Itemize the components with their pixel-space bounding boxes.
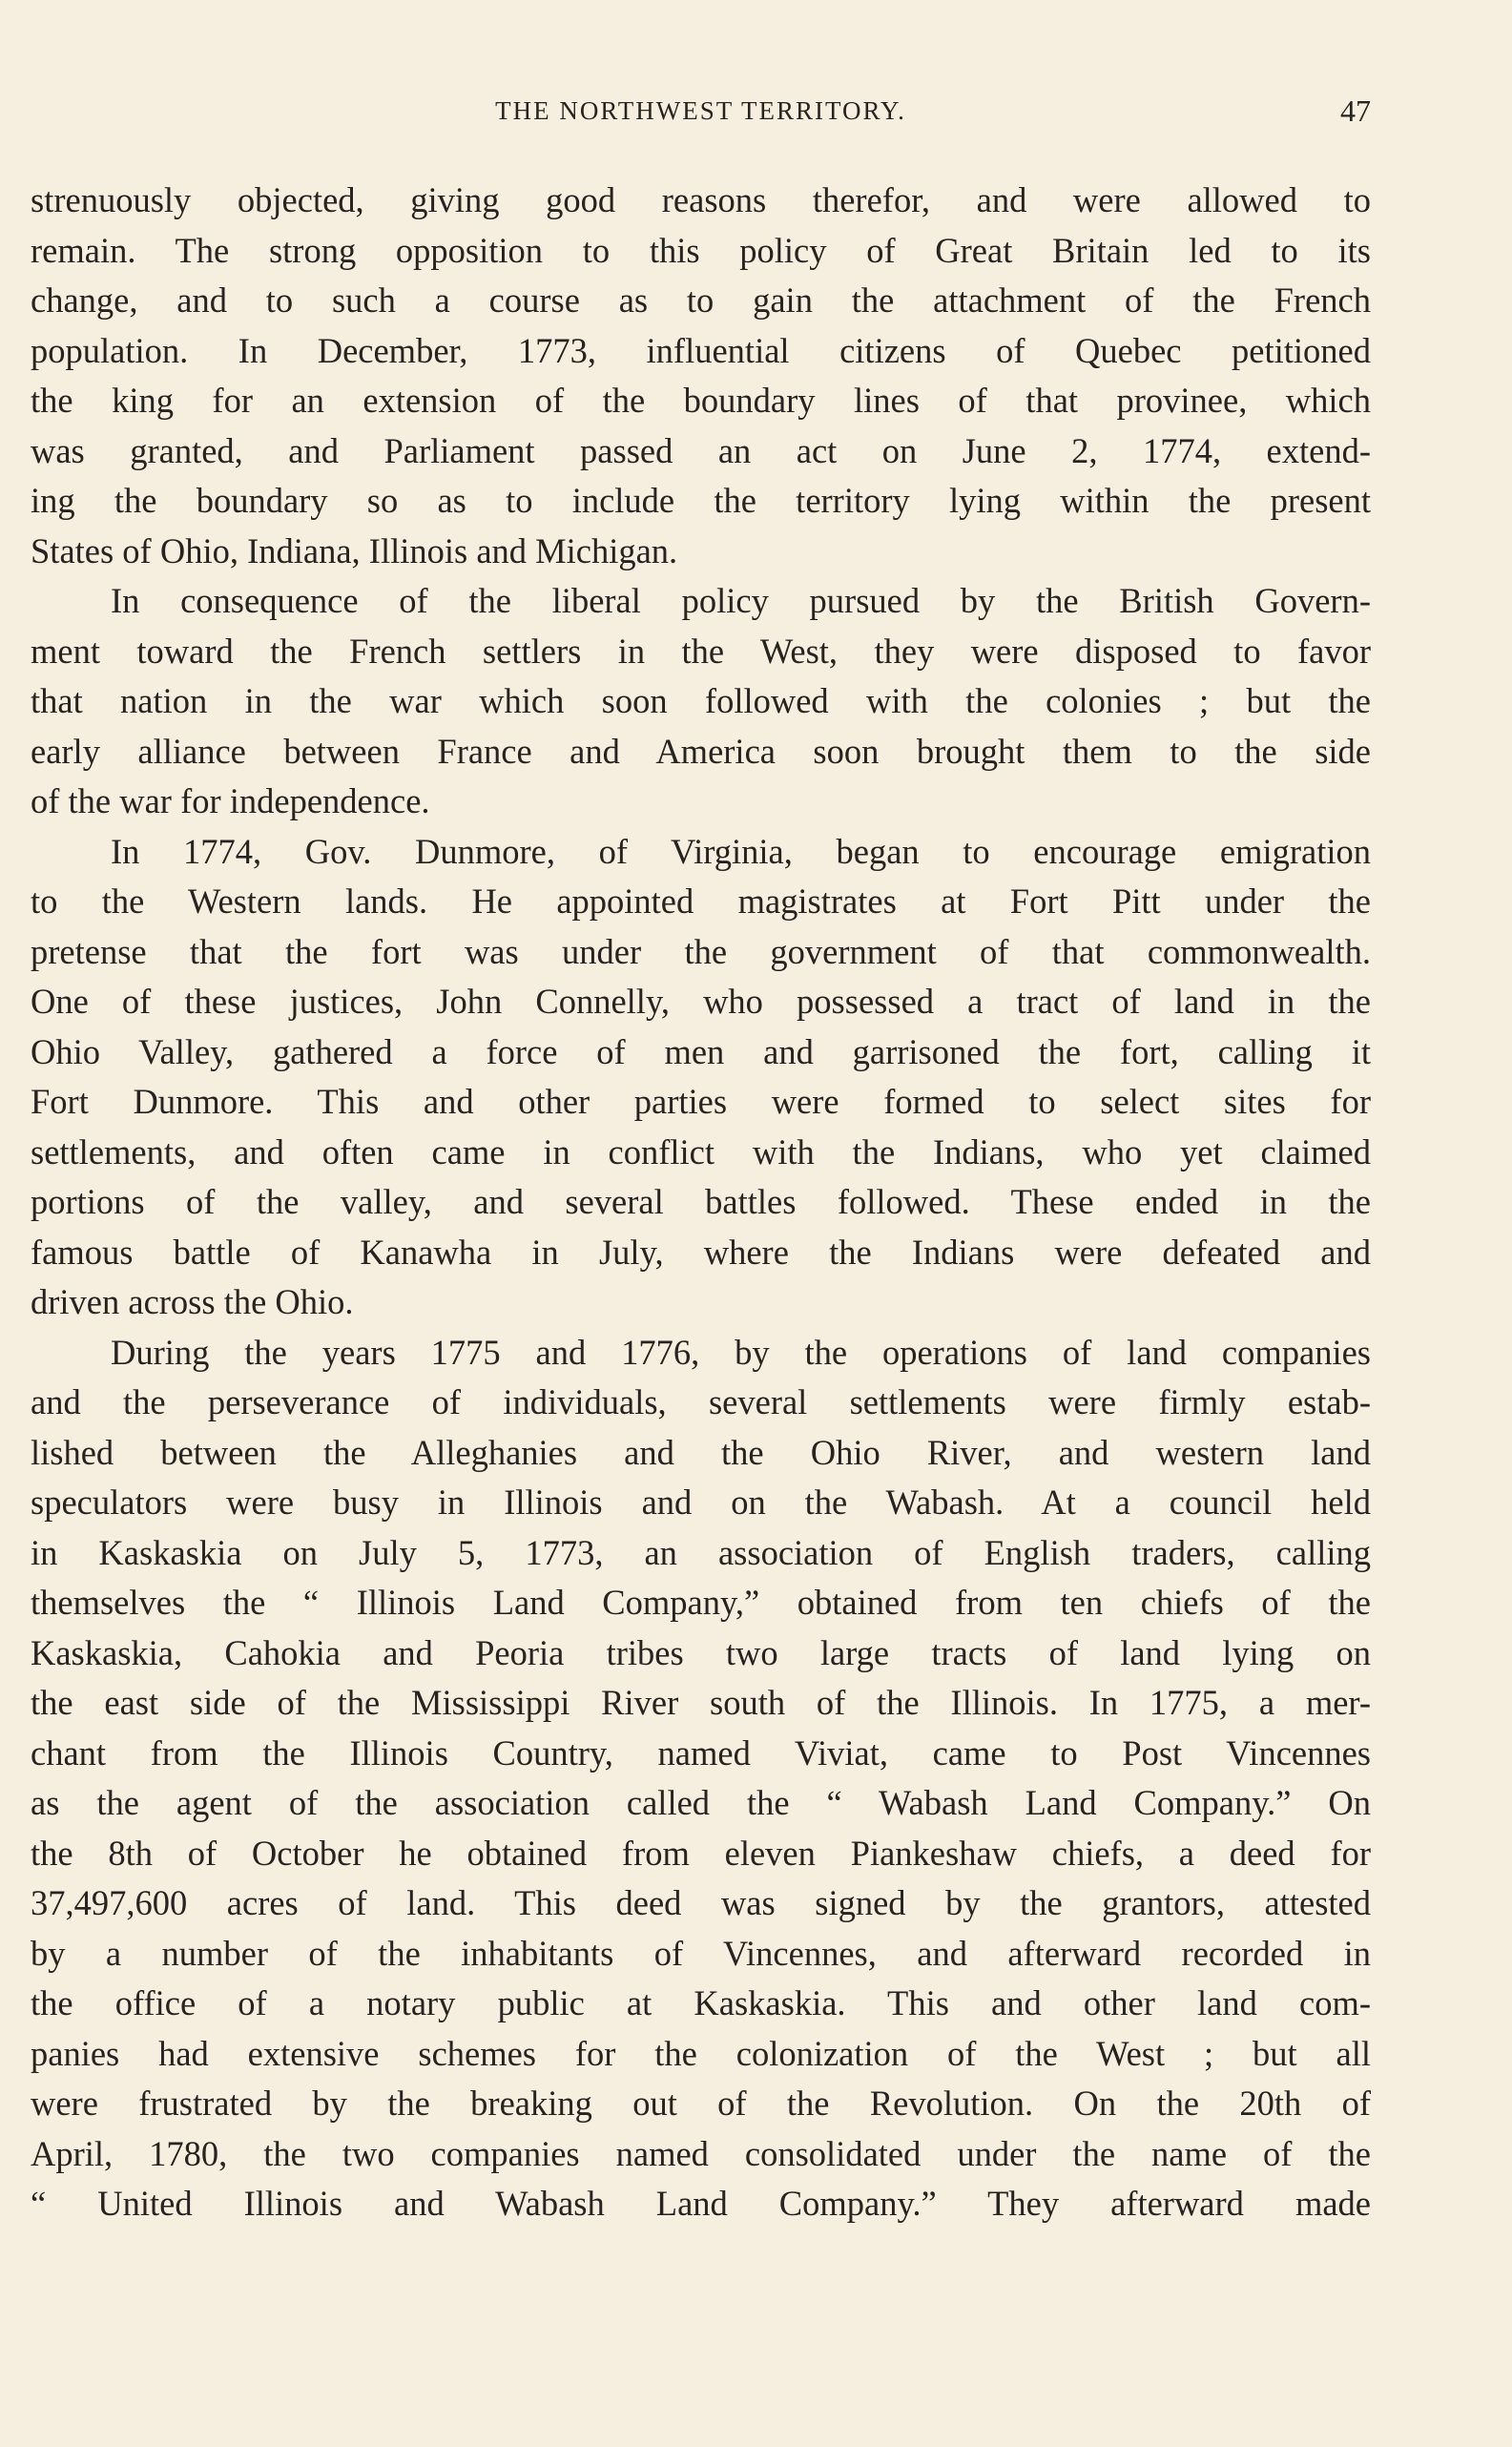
text-line: portions of the valley, and several battles followed. These ended in the <box>31 1182 1371 1221</box>
text-line: was granted, and Parliament passed an act on June 2, 1774, extend- <box>31 430 1371 470</box>
page-header <box>31 90 1371 132</box>
text-line: Ohio Valley, gathered a force of men and garrisoned the fort, calling it <box>31 1031 1371 1071</box>
text-line: settlements, and often came in conflict with the Indians, who yet claimed <box>31 1131 1371 1172</box>
text-line: the east side of the Mississippi River south of the Illinois. In 1775, a mer- <box>31 1683 1371 1722</box>
text-line: were frustrated by the breaking out of the Revolution. On the 20th of <box>31 2084 1371 2123</box>
text-line: themselves the “ Illinois Land Company,” obtained from ten chiefs of the <box>31 1583 1371 1622</box>
text-line: change, and to such a course as to gain the attachment of the French <box>31 280 1371 320</box>
text-line: pretense that the fort was under the government of that commonwealth. <box>31 931 1371 971</box>
text-line: population. In December, 1773, influential citizens of Quebec petitioned <box>31 330 1371 370</box>
text-line: panies had extensive schemes for the colonization of the West ; but all <box>31 2033 1371 2073</box>
text-line: the office of a notary public at Kaskaskia. This and other land com- <box>31 1983 1371 2022</box>
text-line: driven across the Ohio. <box>31 1282 354 1321</box>
text-line: During the years 1775 and 1776, by the operations of land companies <box>111 1332 1371 1372</box>
text-line: and the perseverance of individuals, several settlements were firmly estab- <box>31 1382 1371 1421</box>
text-line: lished between the Alleghanies and the Ohio River, and western land <box>31 1432 1371 1472</box>
text-line: 37,497,600 acres of land. This deed was signed by the grantors, attested <box>31 1883 1371 1922</box>
text-line: Fort Dunmore. This and other parties were formed to select sites for <box>31 1082 1371 1121</box>
text-line: to the Western lands. He appointed magistrates at Fort Pitt under the <box>31 881 1371 921</box>
text-line: chant from the Illinois Country, named Viviat, came to Post Vincennes <box>31 1732 1371 1773</box>
text-line: the 8th of October he obtained from eleven Piankeshaw chiefs, a deed for <box>31 1833 1371 1873</box>
running-title: THE NORTHWEST TERRITORY. <box>495 96 906 125</box>
text-line: by a number of the inhabitants of Vincennes, and afterward recorded in <box>31 1933 1371 1973</box>
text-line: ing the boundary so as to include the territory lying within the present <box>31 481 1371 520</box>
body-text <box>31 176 1371 2229</box>
text-line: One of these justices, John Connelly, who possessed a tract of land in the <box>31 982 1371 1021</box>
text-line: early alliance between France and America soon brought them to the side <box>31 731 1371 771</box>
text-line: strenuously objected, giving good reasons therefor, and were allowed to <box>31 180 1371 219</box>
text-line: the king for an extension of the boundary lines of that provinee, which <box>31 381 1371 420</box>
text-line: remain. The strong opposition to this policy of Great Britain led to its <box>31 230 1371 270</box>
text-line: In 1774, Gov. Dunmore, of Virginia, began to encourage emigration <box>111 831 1371 871</box>
text-line: ment toward the French settlers in the West, they were disposed to favor <box>31 631 1371 671</box>
text-line: as the agent of the association called the “ Wabash Land Company.” On <box>31 1783 1371 1822</box>
page-number: 47 <box>1340 93 1371 128</box>
text-line: famous battle of Kanawha in July, where the Indians were defeated and <box>31 1232 1371 1272</box>
text-line: in Kaskaskia on July 5, 1773, an association of English traders, calling <box>31 1532 1371 1572</box>
text-line: In consequence of the liberal policy pursued by the British Govern- <box>111 581 1371 620</box>
text-line: Kaskaskia, Cahokia and Peoria tribes two large tracts of land lying on <box>31 1632 1371 1672</box>
text-line: that nation in the war which soon followed with the colonies ; but the <box>31 681 1371 720</box>
text-line: of the war for independence. <box>31 781 430 820</box>
text-line: States of Ohio, Indiana, Illinois and Michigan. <box>31 530 678 570</box>
text-line: “ United Illinois and Wabash Land Company.” They afterward made <box>31 2184 1371 2223</box>
text-line: speculators were busy in Illinois and on the Wabash. At a council held <box>31 1483 1371 1522</box>
text-line: April, 1780, the two companies named consolidated under the name of the <box>31 2133 1371 2173</box>
